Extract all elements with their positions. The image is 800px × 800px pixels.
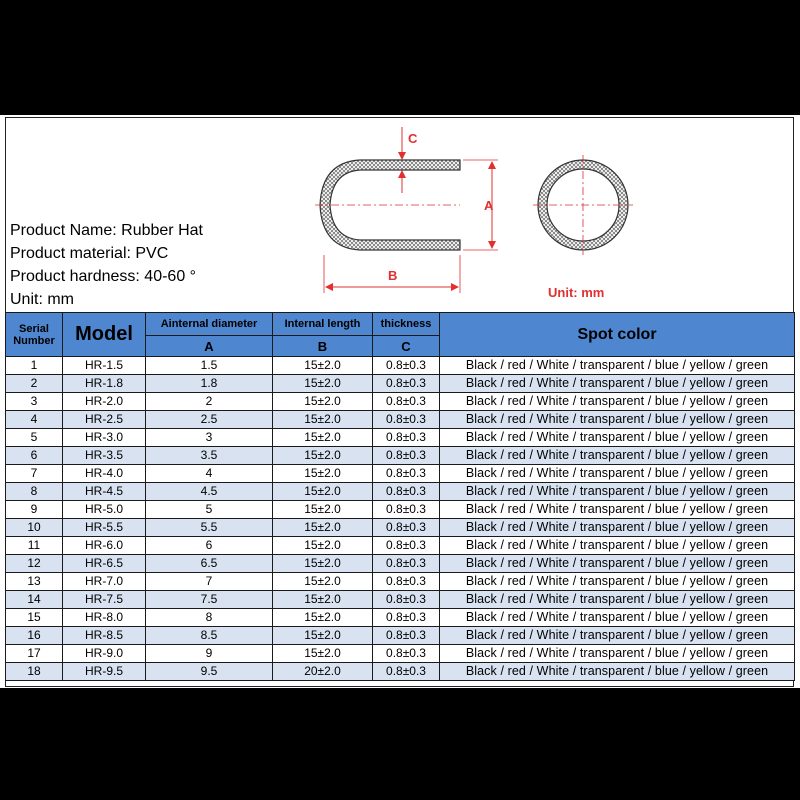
label-b: B — [388, 268, 398, 283]
spec-table-body — [6, 357, 795, 681]
table-row — [6, 573, 795, 591]
technical-drawing — [310, 125, 640, 310]
unit-label: Unit: mm — [548, 285, 605, 300]
cell-model: HR-8.5 — [63, 627, 146, 645]
cap-front-view — [533, 155, 633, 255]
cell-thickness: 0.8±0.3 — [373, 609, 440, 627]
cell-spot-color: Black / red / White / transparent / blue / yellow / green — [440, 483, 795, 501]
cell-thickness: 0.8±0.3 — [373, 465, 440, 483]
cell-diameter: 4.5 — [146, 483, 273, 501]
label-a: A — [484, 198, 494, 213]
label-c: C — [408, 131, 418, 146]
cell-serial: 12 — [6, 555, 63, 573]
cell-diameter: 1.8 — [146, 375, 273, 393]
table-row — [6, 555, 795, 573]
cell-length: 15±2.0 — [273, 555, 373, 573]
cell-model: HR-3.5 — [63, 447, 146, 465]
cell-spot-color: Black / red / White / transparent / blue / yellow / green — [440, 609, 795, 627]
cell-model: HR-5.5 — [63, 519, 146, 537]
cell-length: 15±2.0 — [273, 429, 373, 447]
cell-diameter: 8 — [146, 609, 273, 627]
table-row — [6, 357, 795, 375]
cell-length: 15±2.0 — [273, 357, 373, 375]
table-row — [6, 645, 795, 663]
cell-thickness: 0.8±0.3 — [373, 519, 440, 537]
product-hardness: Product hardness: 40-60 ° — [10, 268, 197, 285]
cell-spot-color: Black / red / White / transparent / blue / yellow / green — [440, 447, 795, 465]
cell-spot-color: Black / red / White / transparent / blue / yellow / green — [440, 627, 795, 645]
product-material: Product material: PVC — [10, 245, 169, 262]
table-row — [6, 465, 795, 483]
table-row — [6, 627, 795, 645]
header-a: A — [146, 336, 273, 357]
cell-model: HR-9.5 — [63, 663, 146, 681]
cell-serial: 13 — [6, 573, 63, 591]
cell-diameter: 6.5 — [146, 555, 273, 573]
dimension-a — [463, 160, 498, 250]
table-row — [6, 447, 795, 465]
cell-length: 15±2.0 — [273, 627, 373, 645]
cell-serial: 18 — [6, 663, 63, 681]
cell-diameter: 7.5 — [146, 591, 273, 609]
cell-model: HR-5.0 — [63, 501, 146, 519]
cell-diameter: 9 — [146, 645, 273, 663]
table-row — [6, 483, 795, 501]
header-internal-diameter: Ainternal diameter — [146, 313, 273, 336]
table-row — [6, 591, 795, 609]
cell-spot-color: Black / red / White / transparent / blue / yellow / green — [440, 429, 795, 447]
cell-diameter: 2.5 — [146, 411, 273, 429]
cell-thickness: 0.8±0.3 — [373, 393, 440, 411]
table-row — [6, 393, 795, 411]
cell-serial: 15 — [6, 609, 63, 627]
cell-model: HR-6.0 — [63, 537, 146, 555]
cell-model: HR-1.5 — [63, 357, 146, 375]
cell-spot-color: Black / red / White / transparent / blue / yellow / green — [440, 645, 795, 663]
table-row — [6, 609, 795, 627]
cell-serial: 14 — [6, 591, 63, 609]
cell-model: HR-4.0 — [63, 465, 146, 483]
cell-length: 15±2.0 — [273, 375, 373, 393]
cell-length: 15±2.0 — [273, 483, 373, 501]
cell-thickness: 0.8±0.3 — [373, 411, 440, 429]
cell-spot-color: Black / red / White / transparent / blue / yellow / green — [440, 411, 795, 429]
table-row — [6, 519, 795, 537]
cell-length: 15±2.0 — [273, 645, 373, 663]
cell-model: HR-9.0 — [63, 645, 146, 663]
cell-thickness: 0.8±0.3 — [373, 663, 440, 681]
cell-model: HR-3.0 — [63, 429, 146, 447]
cell-model: HR-7.0 — [63, 573, 146, 591]
cell-thickness: 0.8±0.3 — [373, 645, 440, 663]
cell-thickness: 0.8±0.3 — [373, 555, 440, 573]
cell-length: 15±2.0 — [273, 465, 373, 483]
cell-model: HR-2.0 — [63, 393, 146, 411]
table-row — [6, 411, 795, 429]
cell-thickness: 0.8±0.3 — [373, 537, 440, 555]
cell-serial: 10 — [6, 519, 63, 537]
cell-model: HR-8.0 — [63, 609, 146, 627]
cell-thickness: 0.8±0.3 — [373, 375, 440, 393]
cell-diameter: 2 — [146, 393, 273, 411]
cell-model: HR-6.5 — [63, 555, 146, 573]
cell-length: 15±2.0 — [273, 609, 373, 627]
cell-spot-color: Black / red / White / transparent / blue / yellow / green — [440, 465, 795, 483]
table-row — [6, 663, 795, 681]
cell-model: HR-7.5 — [63, 591, 146, 609]
table-row — [6, 537, 795, 555]
cell-serial: 1 — [6, 357, 63, 375]
product-unit: Unit: mm — [10, 291, 74, 308]
cell-diameter: 5 — [146, 501, 273, 519]
cell-serial: 5 — [6, 429, 63, 447]
cell-length: 15±2.0 — [273, 411, 373, 429]
cell-diameter: 7 — [146, 573, 273, 591]
cell-spot-color: Black / red / White / transparent / blue / yellow / green — [440, 537, 795, 555]
cell-diameter: 9.5 — [146, 663, 273, 681]
cell-serial: 16 — [6, 627, 63, 645]
cell-thickness: 0.8±0.3 — [373, 573, 440, 591]
header-serial-number: Serial Number — [6, 313, 63, 357]
cell-diameter: 1.5 — [146, 357, 273, 375]
spec-table — [5, 312, 795, 681]
cell-length: 15±2.0 — [273, 537, 373, 555]
cell-serial: 6 — [6, 447, 63, 465]
cell-serial: 4 — [6, 411, 63, 429]
dimension-b — [324, 255, 460, 293]
cap-side-view — [315, 160, 460, 250]
cell-diameter: 8.5 — [146, 627, 273, 645]
cell-diameter: 3 — [146, 429, 273, 447]
cell-thickness: 0.8±0.3 — [373, 357, 440, 375]
cell-length: 15±2.0 — [273, 447, 373, 465]
cell-serial: 7 — [6, 465, 63, 483]
cell-spot-color: Black / red / White / transparent / blue / yellow / green — [440, 501, 795, 519]
cell-thickness: 0.8±0.3 — [373, 501, 440, 519]
cell-length: 15±2.0 — [273, 573, 373, 591]
cell-diameter: 3.5 — [146, 447, 273, 465]
cell-spot-color: Black / red / White / transparent / blue / yellow / green — [440, 357, 795, 375]
cell-spot-color: Black / red / White / transparent / blue / yellow / green — [440, 519, 795, 537]
header-thickness: thickness — [373, 313, 440, 336]
cell-serial: 17 — [6, 645, 63, 663]
cell-serial: 11 — [6, 537, 63, 555]
product-info — [10, 219, 203, 311]
spec-sheet — [0, 115, 800, 688]
header-spot-color: Spot color — [440, 313, 795, 357]
cell-serial: 2 — [6, 375, 63, 393]
header-internal-length: Internal length — [273, 313, 373, 336]
cell-model: HR-1.8 — [63, 375, 146, 393]
table-row — [6, 429, 795, 447]
cell-length: 15±2.0 — [273, 519, 373, 537]
cell-diameter: 5.5 — [146, 519, 273, 537]
cell-spot-color: Black / red / White / transparent / blue / yellow / green — [440, 573, 795, 591]
table-row — [6, 375, 795, 393]
cell-diameter: 6 — [146, 537, 273, 555]
header-b: B — [273, 336, 373, 357]
cell-model: HR-4.5 — [63, 483, 146, 501]
cell-model: HR-2.5 — [63, 411, 146, 429]
cell-length: 15±2.0 — [273, 393, 373, 411]
cell-spot-color: Black / red / White / transparent / blue / yellow / green — [440, 591, 795, 609]
cell-spot-color: Black / red / White / transparent / blue / yellow / green — [440, 663, 795, 681]
cell-serial: 8 — [6, 483, 63, 501]
header-c: C — [373, 336, 440, 357]
header-model: Model — [63, 313, 146, 357]
cell-thickness: 0.8±0.3 — [373, 591, 440, 609]
cell-serial: 9 — [6, 501, 63, 519]
cell-serial: 3 — [6, 393, 63, 411]
cell-spot-color: Black / red / White / transparent / blue / yellow / green — [440, 555, 795, 573]
table-row — [6, 501, 795, 519]
cell-spot-color: Black / red / White / transparent / blue / yellow / green — [440, 393, 795, 411]
cell-thickness: 0.8±0.3 — [373, 627, 440, 645]
product-name: Product Name: Rubber Hat — [10, 222, 203, 239]
cell-thickness: 0.8±0.3 — [373, 447, 440, 465]
cell-thickness: 0.8±0.3 — [373, 429, 440, 447]
cell-length: 15±2.0 — [273, 501, 373, 519]
cell-diameter: 4 — [146, 465, 273, 483]
cell-length: 20±2.0 — [273, 663, 373, 681]
cell-length: 15±2.0 — [273, 591, 373, 609]
cell-thickness: 0.8±0.3 — [373, 483, 440, 501]
cell-spot-color: Black / red / White / transparent / blue / yellow / green — [440, 375, 795, 393]
